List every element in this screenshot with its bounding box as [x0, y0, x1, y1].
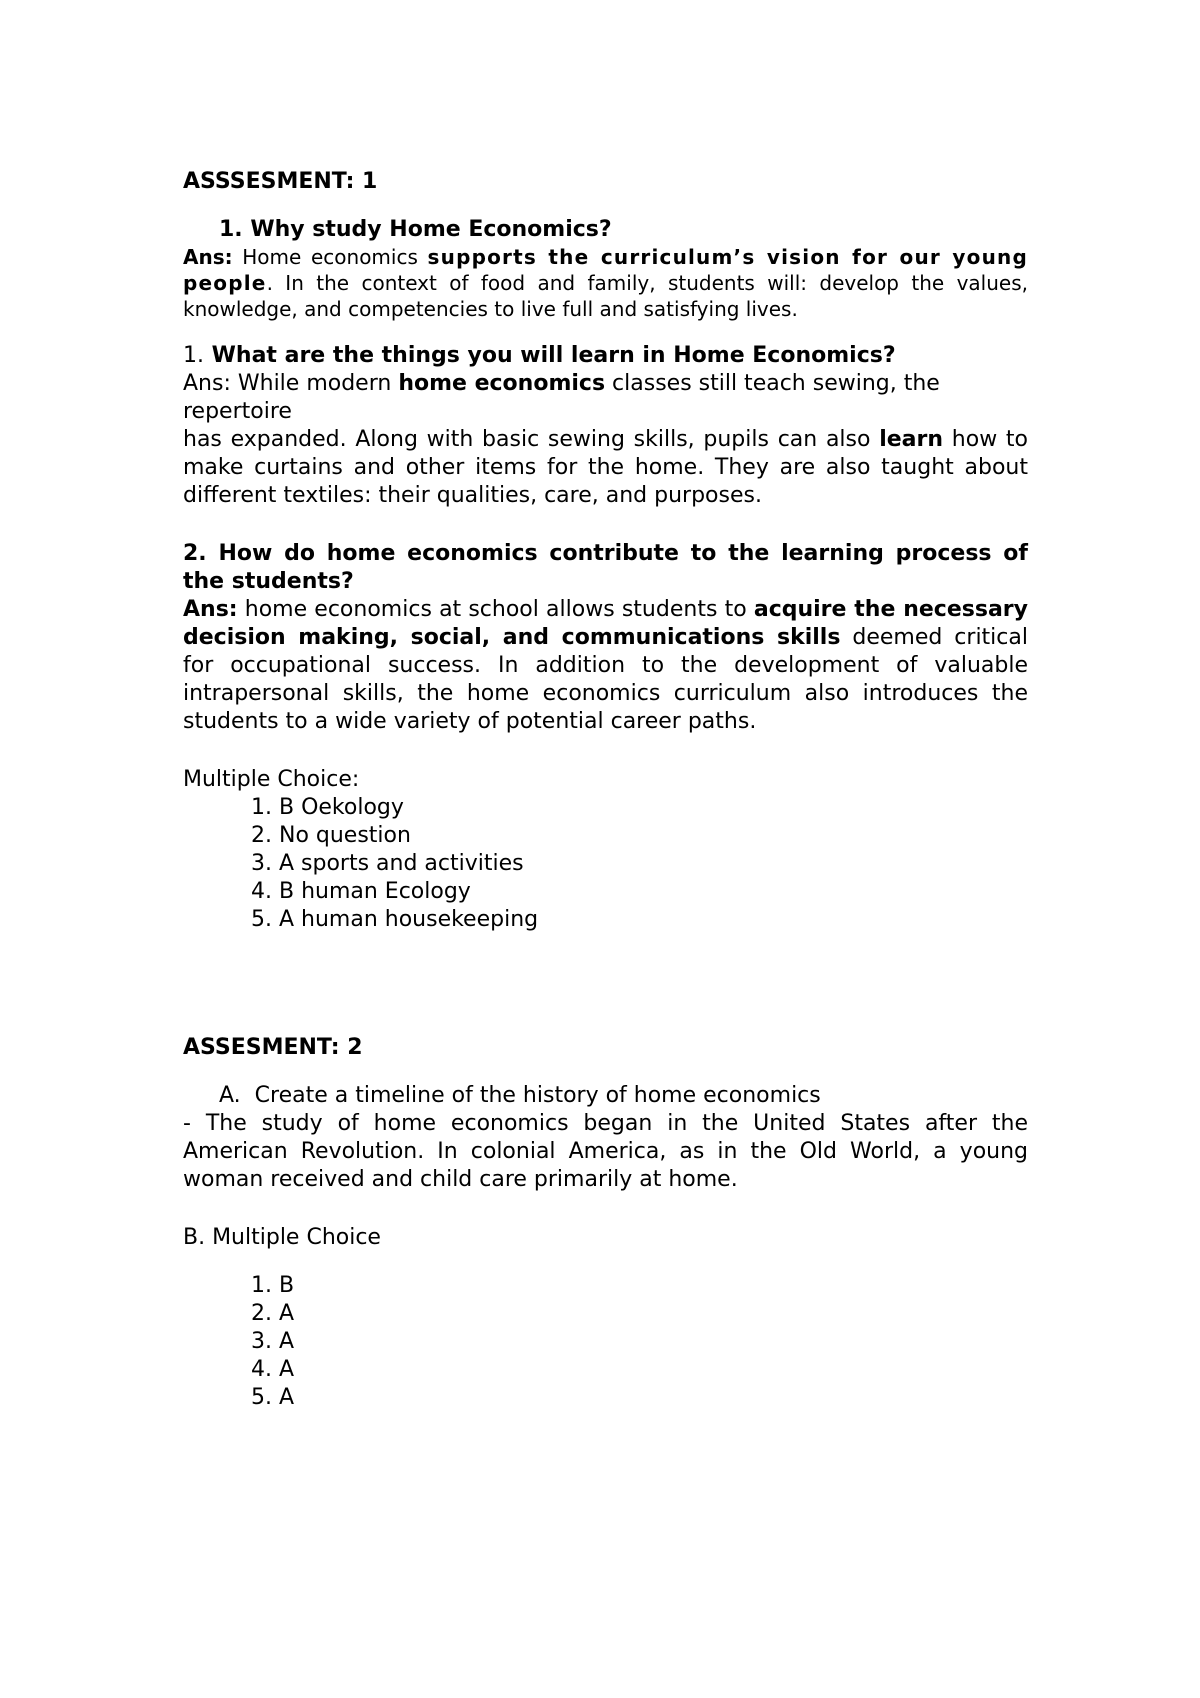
- multiple-choice-item: 2. No question: [251, 823, 411, 848]
- question-1-number: 1.: [219, 217, 243, 242]
- answer-2-part3: has expanded. Along with basic sewing skills, pupils can also: [183, 427, 880, 452]
- question-3-text: How do home economics contribute to the learning process of the students?: [183, 541, 1028, 594]
- answer-1: [183, 244, 1028, 322]
- multiple-choice-b-list: [183, 1272, 1028, 1412]
- question-2: [183, 342, 1028, 370]
- answer-1-bold: supports the curriculum’s vision for our young people: [183, 245, 1028, 295]
- question-3: [183, 540, 1028, 596]
- question-3-number: 2.: [183, 541, 207, 566]
- answer-2-line1: [183, 370, 1028, 426]
- answer-2-bold2: learn: [879, 427, 944, 452]
- multiple-choice-b-item: 2. A: [251, 1301, 295, 1326]
- question-2-number: 1.: [183, 343, 204, 368]
- question-1-text: Why study Home Economics?: [250, 217, 612, 242]
- multiple-choice-item: 3. A sports and activities: [251, 851, 524, 876]
- multiple-choice-b-item: 1. B: [251, 1273, 295, 1298]
- question-2-text: What are the things you will learn in Home Economics?: [204, 343, 896, 368]
- answer-2-bold1: home economics: [398, 371, 606, 396]
- answer-1-part2: . In the context of food and family, students will: develop the values, knowledge, and competencies to live full and satisfying lives.: [183, 271, 1028, 321]
- answer-1-part1: Home economics: [232, 245, 428, 269]
- multiple-choice-item: 1. B Oekology: [251, 795, 404, 820]
- answer-2-label: Ans:: [183, 371, 231, 396]
- task-a-label: A.: [219, 1083, 241, 1108]
- multiple-choice-b-title: B. Multiple Choice: [183, 1225, 381, 1250]
- multiple-choice-title: Multiple Choice:: [183, 767, 360, 792]
- answer-2-line2: [183, 426, 1028, 510]
- multiple-choice-b-item: 5. A: [251, 1385, 295, 1410]
- assessment-2-title: ASSESMENT: 2: [183, 1035, 363, 1060]
- answer-3-part2: deemed critical for occupational success. In addition to the development of valuable intrapersonal skills, the home economics curriculum also introduces the students to a wide variety of potential career paths.: [183, 625, 1028, 734]
- assessment-1-title: ASSSESMENT: 1: [183, 169, 378, 194]
- multiple-choice-item: 4. B human Ecology: [251, 879, 471, 904]
- multiple-choice-list: [183, 794, 1028, 934]
- task-a-answer: - The study of home economics began in the United States after the American Revolution. In colonial America, as in the Old World, a young woman received and child care primarily at home.: [183, 1111, 1028, 1192]
- answer-2-part4: how to make curtains and other items for the home. They are also taught about different textiles: their qualities, care, and purposes.: [183, 427, 1029, 508]
- multiple-choice-b-item: 3. A: [251, 1329, 295, 1354]
- answer-3: [183, 596, 1028, 736]
- task-a-text: Create a timeline of the history of home economics: [254, 1083, 821, 1108]
- multiple-choice-b-item: 4. A: [251, 1357, 295, 1382]
- question-1: [219, 216, 1028, 244]
- task-a: [219, 1082, 1028, 1110]
- document-content: [183, 168, 1028, 1412]
- answer-1-label: Ans:: [183, 245, 233, 269]
- answer-3-label: Ans:: [183, 597, 238, 622]
- answer-3-bold: acquire the necessary decision making, social, and communications skills: [183, 597, 1028, 650]
- answer-3-part1: home economics at school allows students to: [237, 597, 754, 622]
- answer-2-part2: classes still teach sewing, the repertoire: [183, 371, 940, 424]
- multiple-choice-item: 5. A human housekeeping: [251, 907, 539, 932]
- answer-2-part1: While modern: [230, 371, 399, 396]
